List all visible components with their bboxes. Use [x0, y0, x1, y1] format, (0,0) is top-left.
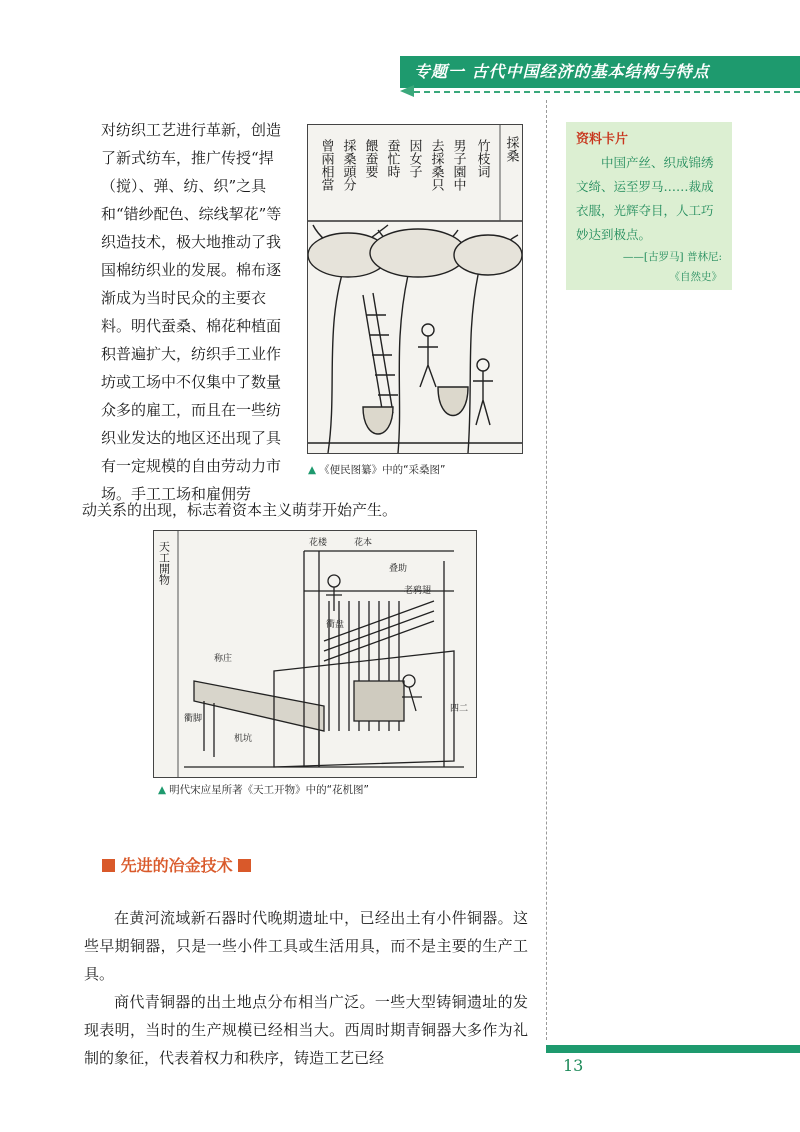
sidebar-divider [546, 100, 547, 1040]
loom-label-5: 称庄 [214, 654, 233, 664]
loom-illustration [154, 531, 476, 777]
section-heading [102, 853, 251, 876]
figure-picking-mulberry [307, 124, 523, 454]
figure1-poem-col-6: 採桑頭分 [340, 139, 356, 191]
figure1-poem-col-1: 男子園中 [450, 139, 466, 191]
figure1-poem-col-2: 去採桑只 [428, 139, 444, 191]
figure1-poem-col-3: 因女子 [406, 139, 422, 178]
figure1-poem-title: 竹枝词 [474, 139, 490, 178]
footer-bar [546, 1045, 800, 1053]
figure1-caption-text: 《便民图纂》中的“采桑图” [319, 464, 446, 476]
square-bullet-icon [102, 859, 115, 872]
resource-card-text: 中国产丝、织成锦绣文绮、运至罗马……裁成衣服，光辉夺目，人工巧妙达到极点。 [576, 155, 714, 242]
resource-card [566, 122, 732, 290]
loom-label-7: 衢盘 [326, 620, 345, 630]
figure2-vertical-title: 天工開物 [157, 541, 171, 585]
wrapped-paragraph: 对纺织工艺进行革新，创造了新式纺车，推广传授“捍（搅）、弹、纺、织”之具和“错纱配色、综线挈花”等织造技术，极大地推动了我国棉纺织业的发展。棉布逐渐成为当时民众的主要衣料。明代蚕桑、棉花种植面积普遍扩大，纺织手工业作坊或工场中不仅集中了数量众多的雇工，而且在一些纺织业发达的地区还出现了具有一定规模的自由劳动力市场。手工工场和雇佣劳 [101, 121, 282, 503]
figure2-caption-text: 明代宋应星所著《天工开物》中的“花机图” [169, 784, 369, 796]
resource-card-source-2: 《自然史》 [669, 271, 722, 283]
figure1-poem-col-5: 餵蚕要 [362, 139, 378, 178]
paragraph-2: 商代青铜器的出土地点分布相当广泛。一些大型铸铜遗址的发现表明，当时的生产规模已经相当大。西周时期青铜器大多作为礼制的象征，代表着权力和秩序，铸造工艺已经 [84, 993, 528, 1067]
figure1-title: 採桑 [503, 136, 519, 162]
header-dashed-rule [414, 91, 800, 93]
loom-label-4: 叠助 [389, 564, 408, 574]
caption-triangle-icon: ▲ [308, 464, 317, 476]
figure1-poem-col-4: 蚕忙時 [384, 139, 400, 178]
loom-label-3: 老鸦翅 [404, 586, 432, 596]
loom-label-2: 衢脚 [184, 714, 203, 724]
resource-card-title: 资料卡片 [576, 132, 629, 147]
figure1-caption [308, 462, 445, 477]
header-arrow-icon [400, 85, 414, 97]
figure2-caption [158, 782, 369, 797]
mulberry-illustration [308, 125, 522, 453]
loom-label-6: 花本 [354, 538, 373, 548]
section-heading-text: 先进的冶金技术 [120, 856, 233, 875]
loom-label-8: 四二 [450, 704, 469, 714]
chapter-header [400, 56, 800, 88]
paragraph-1: 在黄河流域新石器时代晚期遗址中，已经出土有小件铜器。这些早期铜器，只是一些小件工具或生活用具，而不是主要的生产工具。 [84, 909, 528, 983]
figure1-poem-col-7: 曾兩相當 [318, 139, 334, 191]
square-bullet-icon [238, 859, 251, 872]
page-number: 13 [563, 1056, 584, 1075]
caption-triangle-icon: ▲ [158, 784, 167, 796]
resource-card-source-1: ——[古罗马] 普林尼: [622, 251, 722, 263]
loom-label-1: 花楼 [309, 538, 328, 548]
figure-draw-loom [153, 530, 477, 778]
loom-label-9: 机坑 [234, 734, 253, 744]
wrapped-paragraph-tail: 动关系的出现，标志着资本主义萌芽开始产生。 [82, 501, 398, 519]
chapter-title: 专题一 古代中国经济的基本结构与特点 [414, 62, 710, 81]
